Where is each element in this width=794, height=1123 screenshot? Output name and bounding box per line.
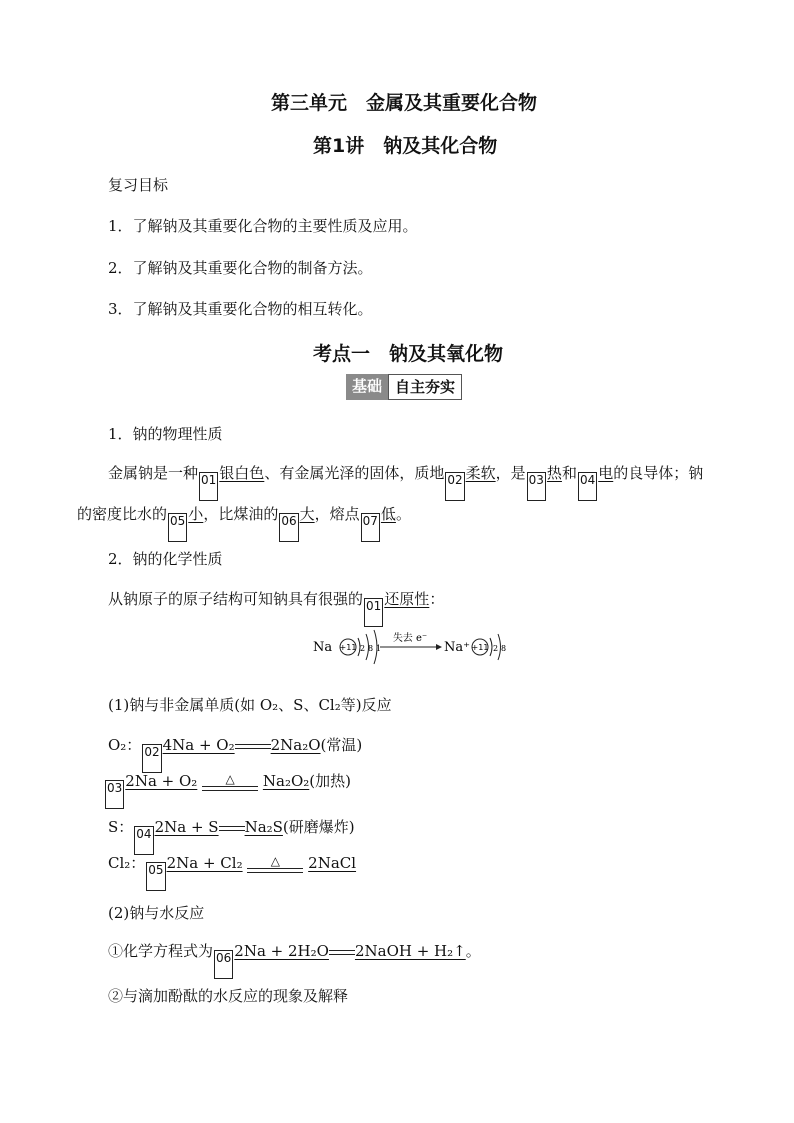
- equals-sign: [329, 950, 355, 955]
- na-ion-shell-1: 2: [493, 644, 499, 653]
- fill-answer: 小: [188, 505, 204, 523]
- heat-symbol: △: [225, 771, 235, 786]
- eq-rhs: Na₂O₂: [262, 772, 310, 790]
- blank-number: 05: [146, 862, 165, 891]
- equals-sign: [247, 868, 303, 873]
- blank-number: 02: [142, 744, 161, 773]
- blank-number: 01: [364, 598, 383, 627]
- text-run: 和: [561, 464, 577, 482]
- text-run: ，比煤油的: [203, 505, 279, 523]
- text-run: (加热): [309, 772, 351, 790]
- text-run: 的密度比水的: [77, 505, 168, 523]
- fill-answer: 电: [598, 464, 614, 482]
- physical-heading: 1．钠的物理性质: [108, 425, 223, 443]
- equation-o2-room: [108, 734, 362, 773]
- eq-lhs: 2Na + 2H₂O: [234, 942, 329, 960]
- text-run: 金属钠是一种: [108, 464, 199, 482]
- badge-right: 自主夯实: [388, 374, 462, 400]
- arrow-head: [436, 644, 442, 650]
- text-run: 的良导体；钠: [613, 464, 704, 482]
- equation-water: [108, 940, 481, 979]
- blank-number: 02: [445, 472, 464, 501]
- equation-cl2: [108, 852, 356, 891]
- eq-lhs: 2Na + O₂: [125, 772, 198, 790]
- eq-rhs: 2NaOH + H₂↑: [354, 942, 466, 960]
- heating-condition: [247, 855, 303, 874]
- sub-heading-water: (2)钠与水反应: [108, 904, 205, 922]
- na-nucleus: +11: [339, 643, 357, 652]
- text-run: 、有金属光泽的固体，质地: [264, 464, 445, 482]
- sub-heading-phenolphthalein: ②与滴加酚酞的水反应的现象及解释: [108, 987, 349, 1005]
- blank-number: 06: [214, 950, 233, 979]
- na-ion-nucleus: +11: [471, 643, 489, 652]
- na-ion-shell-2: 8: [501, 644, 507, 653]
- equals-sign: [219, 826, 245, 831]
- equation-s: [108, 816, 355, 855]
- text-run: 从钠原子的原子结构可知钠具有很强的: [108, 590, 364, 608]
- eq-lhs: 4Na + O₂: [162, 736, 235, 754]
- blank-number: 01: [199, 472, 218, 501]
- review-heading: 复习目标: [108, 176, 169, 194]
- fill-answer: 热: [546, 464, 562, 482]
- physical-paragraph-line2: [77, 503, 411, 542]
- fill-answer: 低: [380, 505, 396, 523]
- atomic-structure-diagram: [310, 620, 520, 670]
- equals-sign: [202, 786, 258, 791]
- heat-symbol: △: [270, 853, 280, 868]
- text-run: ：: [429, 590, 445, 608]
- blank-number: 03: [527, 472, 546, 501]
- text-run: S：: [108, 818, 134, 836]
- equation-o2-heat: [104, 770, 351, 809]
- na-ion-symbol: Na⁺: [444, 640, 470, 655]
- eq-rhs: 2NaCl: [308, 854, 357, 872]
- blank-number: 07: [361, 513, 380, 542]
- text-run: O₂：: [108, 736, 142, 754]
- text-run: ，是: [495, 464, 526, 482]
- blank-number: 04: [578, 472, 597, 501]
- text-run: ，熔点: [314, 505, 360, 523]
- sub-heading-nonmetal: (1)钠与非金属单质(如 O₂、S、Cl₂等)反应: [108, 696, 392, 714]
- objective-3: 3．了解钠及其重要化合物的相互转化。: [108, 300, 373, 318]
- chemical-heading: 2．钠的化学性质: [108, 550, 223, 568]
- objective-1: 1．了解钠及其重要化合物的主要性质及应用。: [108, 217, 418, 235]
- text-run: 。: [395, 505, 411, 523]
- section-title: 考点一 钠及其氧化物: [313, 343, 504, 365]
- heating-condition: [202, 773, 258, 792]
- arrow-label: 失去 e⁻: [392, 633, 428, 644]
- blank-number: 03: [105, 780, 124, 809]
- blank-number: 05: [168, 513, 187, 542]
- text-run: Cl₂：: [108, 854, 146, 872]
- eq-rhs: Na₂S: [244, 818, 283, 836]
- blank-number: 04: [134, 826, 153, 855]
- physical-paragraph-line1: [108, 462, 703, 501]
- lesson-title: 第1讲 钠及其化合物: [313, 135, 498, 157]
- fill-answer: 柔软: [465, 464, 496, 482]
- blank-number: 06: [279, 513, 298, 542]
- text-run: (常温): [320, 736, 363, 754]
- fill-answer: 还原性: [384, 590, 430, 608]
- unit-title: 第三单元 金属及其重要化合物: [271, 92, 538, 114]
- na-shell-2: 8: [368, 644, 374, 653]
- eq-rhs: 2Na₂O: [270, 736, 321, 754]
- text-run: 。: [465, 942, 481, 960]
- eq-lhs: 2Na + S: [154, 818, 219, 836]
- eq-lhs: 2Na + Cl₂: [166, 854, 243, 872]
- na-symbol: Na: [313, 640, 333, 655]
- equals-sign: [235, 744, 271, 749]
- na-shell-3: 1: [376, 644, 382, 653]
- objective-2: 2．了解钠及其重要化合物的制备方法。: [108, 259, 373, 277]
- fill-answer: 银白色: [219, 464, 265, 482]
- section-badge: [346, 374, 462, 400]
- text-run: ①化学方程式为: [108, 942, 214, 960]
- na-shell-1: 2: [360, 644, 366, 653]
- text-run: (研磨爆炸): [282, 818, 355, 836]
- fill-answer: 大: [299, 505, 315, 523]
- badge-left: 基础: [346, 374, 388, 400]
